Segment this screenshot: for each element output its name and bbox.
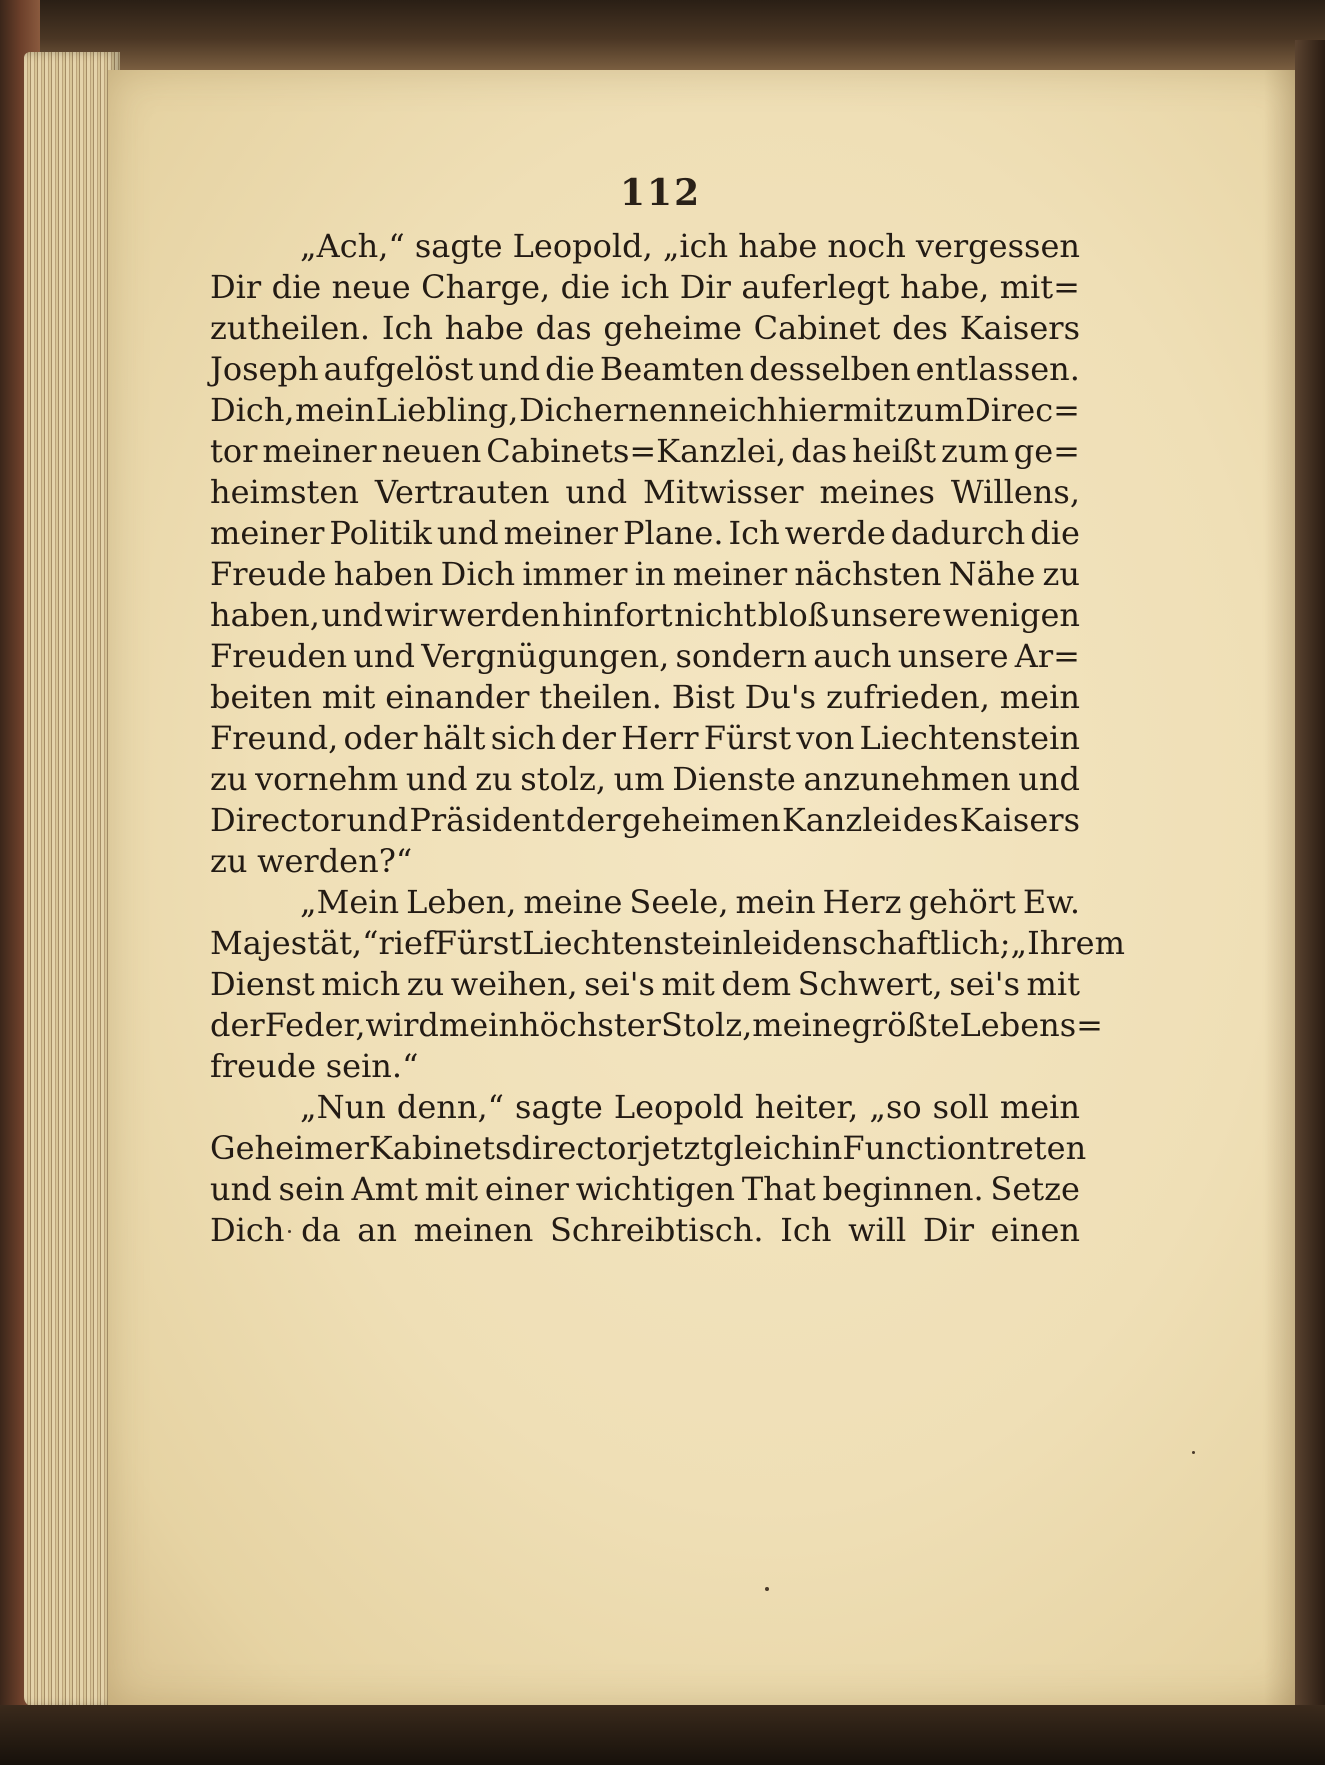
- word: Dich: [210, 1211, 285, 1249]
- word: heißt: [852, 432, 937, 470]
- word: Stolz,: [660, 1006, 753, 1044]
- word: gleich: [713, 1129, 812, 1167]
- word: Leopold,: [512, 227, 653, 265]
- word: ich: [728, 391, 778, 429]
- word: Fürst: [434, 924, 523, 962]
- word: Amt: [351, 1170, 418, 1208]
- word: höchster: [519, 1006, 661, 1044]
- text-line: [210, 595, 1080, 636]
- word: immer: [522, 555, 628, 593]
- word: Präsident: [409, 801, 565, 839]
- word: hält: [422, 719, 486, 757]
- word: wird: [365, 1006, 439, 1044]
- word: ernenne: [593, 391, 728, 429]
- word: will: [848, 1211, 907, 1249]
- word: mein: [438, 1006, 520, 1044]
- word: Majestät,“: [210, 924, 379, 962]
- word: rief: [378, 924, 435, 962]
- word: zu: [1042, 555, 1080, 593]
- paper-speck: [288, 1230, 291, 1233]
- word: und: [1018, 760, 1080, 798]
- word: sich: [490, 719, 556, 757]
- word: einer: [484, 1170, 569, 1208]
- word: Ich: [780, 1211, 832, 1249]
- book-binding-right: [1295, 40, 1325, 1765]
- word: unsere: [897, 637, 1009, 675]
- word: nächsten: [794, 555, 942, 593]
- word: sein.“: [325, 1047, 419, 1085]
- word: Ich: [728, 514, 780, 552]
- word: Beamten: [599, 350, 745, 388]
- word: zum: [896, 391, 965, 429]
- word: Politik: [329, 514, 432, 552]
- word: meiner: [262, 432, 377, 470]
- word: heimsten: [210, 473, 359, 511]
- word: Function: [842, 1129, 987, 1167]
- word: vornehm: [255, 760, 399, 798]
- word: und: [405, 760, 468, 798]
- word: sagte: [414, 227, 503, 265]
- word: gehört: [908, 883, 1016, 921]
- word: Dienst: [210, 965, 315, 1003]
- word: beginnen.: [822, 1170, 984, 1208]
- word: Seele,: [629, 883, 729, 921]
- word: Schreibtisch.: [549, 1211, 764, 1249]
- word: und: [346, 801, 409, 839]
- word: ich: [620, 268, 670, 306]
- word: meiner: [210, 514, 325, 552]
- word: Direc=: [965, 391, 1080, 429]
- paper-speck: [1192, 1451, 1195, 1454]
- word: zu: [475, 760, 513, 798]
- text-line: [210, 1046, 1080, 1087]
- text-line: [210, 923, 1125, 964]
- word: Director: [210, 801, 346, 839]
- word: die: [545, 350, 595, 388]
- word: hiermit: [777, 391, 897, 429]
- text-line: [210, 267, 1080, 308]
- word: tor: [210, 432, 258, 470]
- text-line: [210, 1087, 1080, 1128]
- word: in: [634, 555, 666, 593]
- word: Joseph: [210, 350, 319, 388]
- body-text: [210, 226, 1125, 1251]
- word: stolz,: [520, 760, 607, 798]
- word: theilen.: [539, 678, 662, 716]
- word: Leopold: [613, 1088, 744, 1126]
- word: auch: [813, 637, 892, 675]
- word: zufrieden,: [825, 678, 990, 716]
- word: um: [613, 760, 665, 798]
- word: Kaisers: [959, 801, 1080, 839]
- word: anzunehmen: [803, 760, 1011, 798]
- text-line: [210, 308, 1080, 349]
- word: Ar=: [1014, 637, 1080, 675]
- word: der: [561, 719, 616, 757]
- word: in: [811, 1129, 843, 1167]
- word: Dir: [679, 268, 731, 306]
- word: sagte: [515, 1088, 603, 1126]
- word: Dich: [440, 555, 516, 593]
- word: „Mein: [300, 883, 400, 921]
- word: aufgelöst: [323, 350, 474, 388]
- word: oder: [343, 719, 418, 757]
- word: Kaisers: [959, 309, 1080, 347]
- word: sondern: [675, 637, 808, 675]
- word: Cabinet: [753, 309, 881, 347]
- word: Charge,: [421, 268, 551, 306]
- word: zu: [210, 842, 248, 880]
- word: Willens,: [950, 473, 1080, 511]
- word: einen: [990, 1211, 1080, 1249]
- word: sei's: [949, 965, 1020, 1003]
- word: denn,“: [396, 1088, 504, 1126]
- word: weihen,: [450, 965, 578, 1003]
- word: Geheimer: [210, 1129, 369, 1167]
- word: werden?“: [257, 842, 413, 880]
- word: entlassen.: [915, 350, 1080, 388]
- word: sei's: [584, 965, 655, 1003]
- word: „Ach,“: [300, 227, 405, 265]
- word: Leben,: [406, 883, 517, 921]
- word: Freude: [210, 555, 327, 593]
- word: noch: [827, 227, 906, 265]
- word: treten: [986, 1129, 1087, 1167]
- word: meine: [523, 883, 623, 921]
- word: Herr: [621, 719, 699, 757]
- word: der: [565, 801, 621, 839]
- word: „Nun: [300, 1088, 386, 1126]
- word: habe,: [900, 268, 990, 306]
- word: werden: [438, 596, 561, 634]
- word: vergessen: [915, 227, 1080, 265]
- word: soll: [932, 1088, 989, 1126]
- text-line: [210, 964, 1080, 1005]
- text-line: [210, 677, 1080, 718]
- word: mit: [661, 965, 715, 1003]
- word: zu: [406, 965, 445, 1003]
- word: mit: [424, 1170, 479, 1208]
- word: haben,: [210, 596, 320, 634]
- word: und: [478, 350, 541, 388]
- word: Kanzlei: [781, 801, 902, 839]
- paper-speck: [765, 1587, 769, 1591]
- word: meinen: [413, 1211, 534, 1249]
- word: und: [436, 514, 499, 552]
- word: Freuden: [210, 637, 348, 675]
- word: geheime: [603, 309, 742, 347]
- word: zum: [940, 432, 1009, 470]
- word: Setze: [990, 1170, 1080, 1208]
- word: habe: [444, 309, 524, 347]
- word: Bist: [671, 678, 735, 716]
- word: Freund,: [210, 719, 339, 757]
- word: Dich: [518, 391, 594, 429]
- word: mit=: [999, 268, 1080, 306]
- word: Lebens=: [959, 1006, 1103, 1044]
- text-line: [210, 390, 1080, 431]
- word: mich: [321, 965, 401, 1003]
- word: meines: [819, 473, 935, 511]
- word: größte: [851, 1006, 960, 1044]
- word: freude: [210, 1047, 317, 1085]
- text-line: [210, 1128, 1087, 1169]
- word: wenigen: [942, 596, 1080, 634]
- word: dadurch: [890, 514, 1026, 552]
- word: unsere: [830, 596, 942, 634]
- word: Vertrauten: [374, 473, 550, 511]
- word: mit: [1026, 965, 1080, 1003]
- text-line: [210, 513, 1080, 554]
- word: an: [357, 1211, 397, 1249]
- book-binding-top: [0, 0, 1325, 70]
- text-line: [210, 431, 1080, 472]
- word: dem: [721, 965, 792, 1003]
- word: Liechtenstein: [859, 719, 1080, 757]
- word: Du's: [744, 678, 817, 716]
- word: mein: [735, 883, 816, 921]
- word: die: [560, 268, 611, 306]
- word: Liebling,: [375, 391, 519, 429]
- text-line: [210, 636, 1080, 677]
- word: desselben: [749, 350, 911, 388]
- text-line: [210, 226, 1080, 267]
- word: zutheilen.: [210, 309, 371, 347]
- word: mein: [295, 391, 376, 429]
- word: „Ihrem: [1010, 924, 1125, 962]
- page-edges-stack: [24, 52, 120, 1707]
- word: der: [210, 1006, 265, 1044]
- word: und: [210, 1170, 272, 1208]
- word: Dienste: [672, 760, 796, 798]
- word: habe: [738, 227, 818, 265]
- word: einander: [385, 678, 530, 716]
- word: werde: [784, 514, 886, 552]
- word: das: [791, 432, 848, 470]
- text-line: [210, 1005, 1103, 1046]
- word: des: [892, 309, 948, 347]
- text-line: [210, 1169, 1080, 1210]
- word: neuen: [381, 432, 482, 470]
- word: Dich,: [210, 391, 295, 429]
- word: beiten: [210, 678, 313, 716]
- word: neue: [331, 268, 411, 306]
- text-line: [210, 759, 1080, 800]
- word: heiter,: [754, 1088, 859, 1126]
- word: ge=: [1013, 432, 1080, 470]
- word: von: [796, 719, 855, 757]
- word: wir: [384, 596, 438, 634]
- text-line: [210, 554, 1080, 595]
- word: Schwert,: [797, 965, 943, 1003]
- word: auferlegt: [741, 268, 890, 306]
- text-line: [210, 800, 1080, 841]
- word: meiner: [503, 514, 618, 552]
- word: mein: [999, 1088, 1080, 1126]
- word: hinfort: [561, 596, 673, 634]
- word: wichtigen: [575, 1170, 736, 1208]
- word: Mitwisser: [642, 473, 804, 511]
- word: und: [321, 596, 384, 634]
- word: „so: [869, 1088, 922, 1126]
- text-line: [210, 472, 1080, 513]
- word: leidenschaftlich;: [742, 924, 1011, 962]
- text-line: [210, 841, 1080, 882]
- word: geheimen: [621, 801, 781, 839]
- word: bloß: [757, 596, 830, 634]
- page-number: 112: [620, 172, 702, 214]
- word: meiner: [672, 555, 788, 593]
- word: That: [741, 1170, 816, 1208]
- text-line: [210, 718, 1080, 759]
- book-binding-bottom: [0, 1705, 1325, 1765]
- word: meine: [752, 1006, 852, 1044]
- word: mein: [999, 678, 1080, 716]
- word: Vergnügungen,: [421, 637, 670, 675]
- word: die: [1030, 514, 1080, 552]
- word: Plane.: [622, 514, 724, 552]
- word: Cabinets=Kanzlei,: [486, 432, 787, 470]
- word: jetzt: [641, 1129, 714, 1167]
- word: Kabinetsdirector: [368, 1129, 642, 1167]
- word: „ich: [662, 227, 729, 265]
- word: Dir: [922, 1211, 975, 1249]
- word: Dir: [210, 268, 262, 306]
- text-line: [210, 349, 1080, 390]
- word: mit: [321, 678, 376, 716]
- word: nicht: [674, 596, 757, 634]
- word: Fürst: [703, 719, 792, 757]
- word: da: [301, 1211, 341, 1249]
- word: des: [902, 801, 959, 839]
- word: das: [535, 309, 592, 347]
- word: sein: [278, 1170, 345, 1208]
- text-line: [210, 882, 1080, 923]
- word: Ich: [381, 309, 433, 347]
- word: Ew.: [1022, 883, 1080, 921]
- text-line: [210, 1210, 1080, 1251]
- word: Nähe: [948, 555, 1036, 593]
- word: Herz: [822, 883, 902, 921]
- word: Liechtenstein: [522, 924, 743, 962]
- word: und: [565, 473, 628, 511]
- word: Feder,: [264, 1006, 366, 1044]
- word: zu: [210, 760, 248, 798]
- word: haben: [333, 555, 434, 593]
- word: die: [271, 268, 322, 306]
- word: und: [353, 637, 415, 675]
